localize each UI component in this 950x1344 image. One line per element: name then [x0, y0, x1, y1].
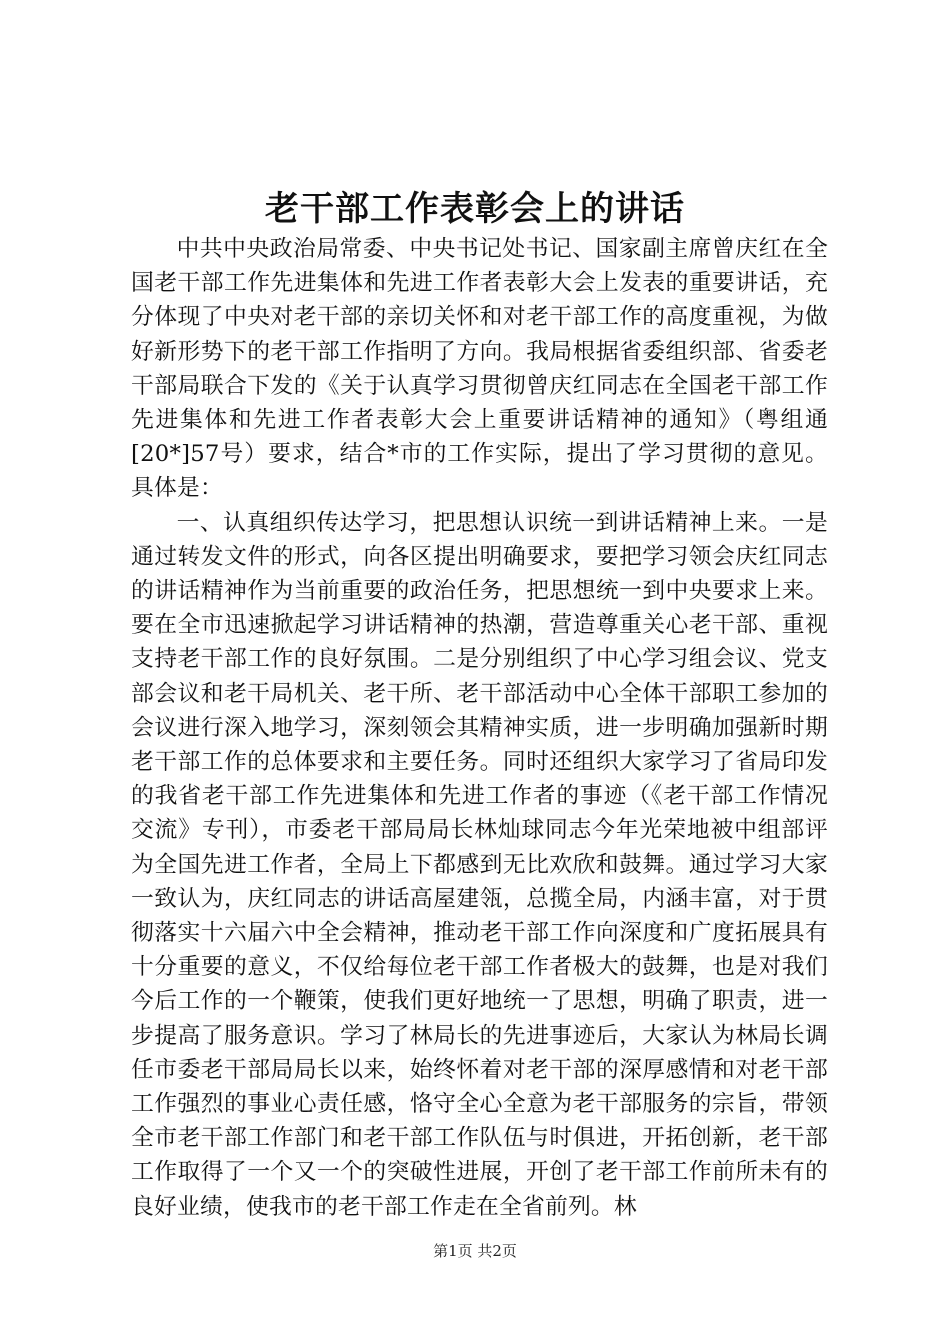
paragraph-section-one: 一、认真组织传达学习，把思想认识统一到讲话精神上来。一是通过转发文件的形式，向各区提出明确要求，要把学习领会庆红同志的讲话精神作为当前重要的政治任务，把思想统一到中央要求上来。要在全市迅速掀起学习讲话精神的热潮，营造尊重关心老干部、重视支持老干部工作的良好氛围。二是分别组织了中心学习组会议、党支部会议和老干局机关、老干所、老干部活动中心全体干部职工参加的会议进行深入地学习，深刻领会其精神实质，进一步明确加强新时期老干部工作的总体要求和主要任务。同时还组织大家学习了省局印发的我省老干部工作先进集体和先进工作者的事迹（《老干部工作情况交流》专刊），市委老干部局局长林灿球同志今年光荣地被中组部评为全国先进工作者，全局上下都感到无比欢欣和鼓舞。通过学习大家一致认为，庆红同志的讲话高屋建瓴，总揽全局，内涵丰富，对于贯彻落实十六届六中全会精神，推动老干部工作向深度和广度拓展具有十分重要的意义，不仅给每位老干部工作者极大的鼓舞，也是对我们今后工作的一个鞭策，使我们更好地统一了思想，明确了职责，进一步提高了服务意识。学习了林局长的先进事迹后，大家认为林局长调任市委老干部局局长以来，始终怀着对老干部的深厚感情和对老干部工作强烈的事业心责任感，恪守全心全意为老干部服务的宗旨，带领全市老干部工作部门和老干部工作队伍与时俱进，开拓创新，老干部工作取得了一个又一个的突破性进展，开创了老干部工作前所未有的良好业绩，使我市的老干部工作走在全省前列。林: [131, 509, 828, 1220]
paragraph-intro: 中共中央政治局常委、中央书记处书记、国家副主席曾庆红在全国老干部工作先进集体和先进工作者表彰大会上发表的重要讲话，充分体现了中央对老干部的亲切关怀和对老干部工作的高度重视，为做好新形势下的老干部工作指明了方向。我局根据省委组织部、省委老干部局联合下发的《关于认真学习贯彻曾庆红同志在全国老干部工作先进集体和先进工作者表彰大会上重要讲话精神的通知》（粤组通[20*]57号）要求，结合*市的工作实际，提出了学习贯彻的意见。具体是：: [131, 236, 828, 502]
document-title: 老干部工作表彰会上的讲话: [265, 189, 685, 229]
document-body: [131, 232, 828, 1224]
page-number-footer: 第1页 共2页: [433, 1242, 517, 1260]
